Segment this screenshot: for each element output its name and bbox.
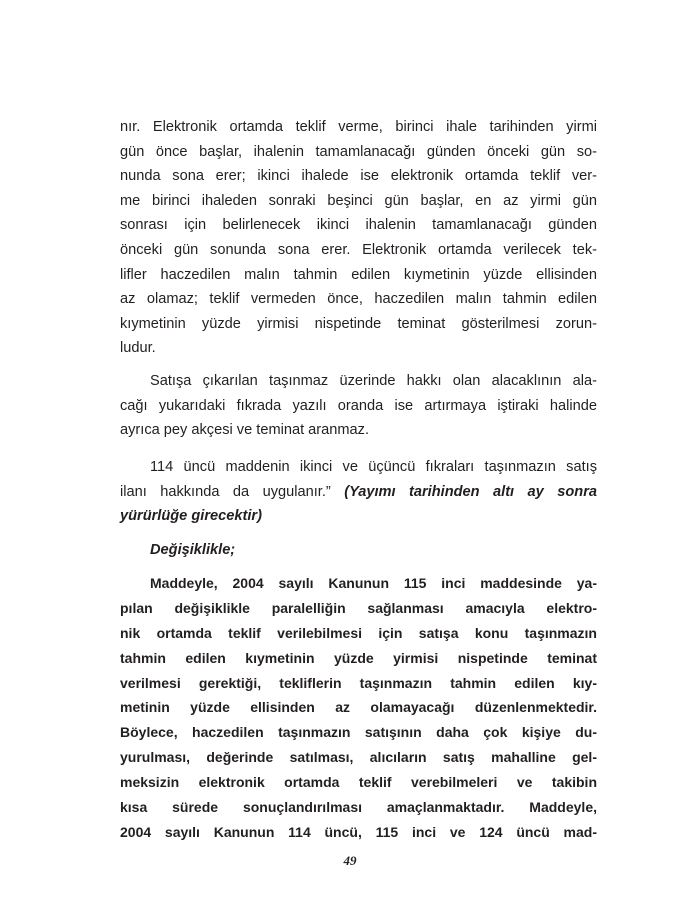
paragraph-explanation — [120, 571, 597, 845]
paragraph-electronic-bidding — [120, 115, 597, 361]
text-line: 114 üncü maddenin ikinci ve üçüncü fıkraları taşınmazın satış — [150, 459, 597, 475]
text-line — [120, 480, 597, 505]
effective-date-note: yürürlüğe girecektir) — [120, 508, 262, 525]
text-line: kıymetinin yüzde yirmisi nispetinde teminat gösterilmesi zorun- — [120, 315, 597, 332]
text-line: ayrıca pey akçesi ve teminat aranmaz. — [120, 422, 370, 439]
text-line: metinin yüzde ellisinden az olamayacağı düzenlenmektedir. — [120, 699, 597, 716]
text-line: nik ortamda teklif verilebilmesi için satışa konu taşınmazın — [120, 624, 597, 641]
text-line: Maddeyle, 2004 sayılı Kanunun 115 inci maddesinde ya- — [150, 575, 597, 591]
text-line: sonrası için belirlenecek ikinci ihalenin tamamlanacağı günden — [120, 217, 597, 234]
text-line: nır. Elektronik ortamda teklif verme, birinci ihale tarihinden yirmi — [120, 119, 597, 135]
text-line: ludur. — [120, 340, 156, 357]
text-line: me birinci ihaleden sonraki beşinci gün başlar, en az yirmi gün — [120, 192, 597, 209]
text-line: meksizin elektronik ortamda teklif verebilmeleri ve takibin — [120, 774, 597, 791]
section-heading: Değişiklikle; — [150, 542, 236, 558]
text-line: 2004 sayılı Kanunun 114 üncü, 115 inci ve 124 üncü mad- — [120, 823, 597, 840]
paragraph-creditor-exemption — [120, 369, 597, 443]
text-plain: ilanı hakkında da uygulanır.” — [120, 483, 345, 500]
text-line: yurulması, değerinde satılması, alıcıların satış mahalline gel- — [120, 749, 597, 766]
text-line: cağı yukarıdaki fıkrada yazılı oranda ise artırmaya iştiraki halinde — [120, 397, 597, 414]
effective-date-note: (Yayımı tarihinden altı ay sonra — [344, 483, 597, 500]
text-line: kısa sürede sonuçlandırılması amaçlanmaktadır. Maddeyle, — [120, 799, 597, 816]
text-line: nunda sona erer; ikinci ihalede ise elektronik ortamda teklif ver- — [120, 168, 597, 185]
heading-degisiklikle — [120, 538, 597, 563]
paragraph-article-114 — [120, 455, 597, 529]
text-line: verilmesi gerektiği, tekliflerin taşınmazın tahmin edilen kıy- — [120, 674, 597, 691]
text-line: pılan değişiklikle paralelliğin sağlanması amacıyla elektro- — [120, 599, 597, 616]
text-line: lifler haczedilen malın tahmin edilen kıymetinin yüzde ellisinden — [120, 266, 597, 283]
text-line: tahmin edilen kıymetinin yüzde yirmisi nispetinde teminat — [120, 649, 597, 666]
text-line: önceki gün sonunda sona erer. Elektronik ortamda verilecek tek- — [120, 241, 597, 258]
text-line: az olamaz; teklif vermeden önce, haczedilen malın tahmin edilen — [120, 291, 597, 308]
text-line: gün önce başlar, ihalenin tamamlanacağı günden önceki gün so- — [120, 143, 597, 160]
page-number: 49 — [343, 853, 357, 868]
text-line: Satışa çıkarılan taşınmaz üzerinde hakkı olan alacaklının ala- — [150, 373, 597, 389]
text-line: Böylece, haczedilen taşınmazın satışının daha çok kişiye du- — [120, 724, 597, 741]
